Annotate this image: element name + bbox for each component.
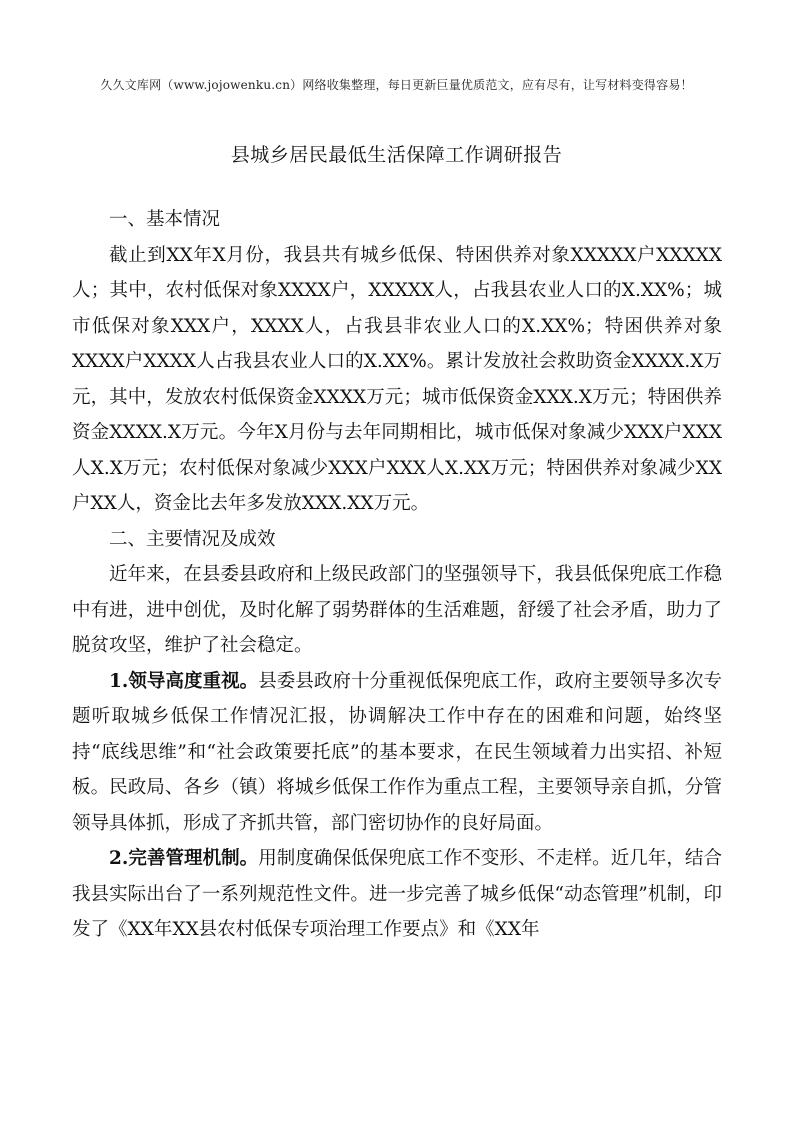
section-heading-basic-situation: 一、基本情况 [109, 209, 221, 230]
item-text-leadership: 县委县政府十分重视低保兜底工作，政府主要领导多次专题听取城乡低保工作情况汇报，协调解决工作中存在的困难和问题，始终坚持“底线思维”和“社会政策要托底”的基本要求，在民生领域着力出实招、补短板。民政局、各乡（镇）将城乡低保工作作为重点工程，主要领导亲自抓，分管领导具体抓，形成了齐抓共管，部门密切协作的良好局面。 [72, 670, 722, 834]
item-heading-leadership: 1.领导高度重视。 [109, 670, 259, 692]
document-title: 县城乡居民最低生活保障工作调研报告 [230, 144, 563, 166]
document-body [72, 202, 722, 948]
paragraph-main-achievements-intro: 近年来，在县委县政府和上级民政部门的坚强领导下，我县低保兜底工作稳中有进，进中创优，及时化解了弱势群体的生活难题，舒缓了社会矛盾，助力了脱贫攻坚，维护了社会稳定。 [72, 564, 722, 656]
paragraph-management [72, 841, 722, 948]
item-heading-management: 2.完善管理机制。 [109, 848, 259, 869]
document-header: 久久文库网（www.jojowenku.cn）网络收集整理，每日更新巨量优质范文，应有尽有，让写材料变得容易！ [100, 78, 693, 92]
item-text-management: 用制度确保低保兜底工作不变形、不走样。近几年，结合我县实际出台了一系列规范性文件。进一步完善了城乡低保“动态管理”机制，印发了《XX年XX县农村低保专项治理工作要点》和《XX年 [72, 848, 722, 940]
paragraph-leadership [72, 664, 722, 842]
paragraph-basic-situation: 截止到XX年X月份，我县共有城乡低保、特困供养对象XXXXX户XXXXX人；其中，农村低保对象XXXX户，XXXXX人，占我县农业人口的X.XX%；城市低保对象XXX户，XXXX人，占我县非农业人口的X.XX%；特困供养对象XXXX户XXXX人占我县农业人口的X.XX%。累计发放社会救助资金XXXX.X万元，其中，发放农村低保资金XXXX万元；城市低保资金XXX.X万元；特困供养资金XXXX.X万元。今年X月份与去年同期相比，城市低保对象减少XXX户XXX人X.X万元；农村低保对象减少XXX户XXX人X.XX万元；特困供养对象减少XX户XX人，资金比去年多发放XXX.XX万元。 [72, 244, 722, 514]
section-heading-main-achievements: 二、主要情况及成效 [109, 528, 276, 550]
